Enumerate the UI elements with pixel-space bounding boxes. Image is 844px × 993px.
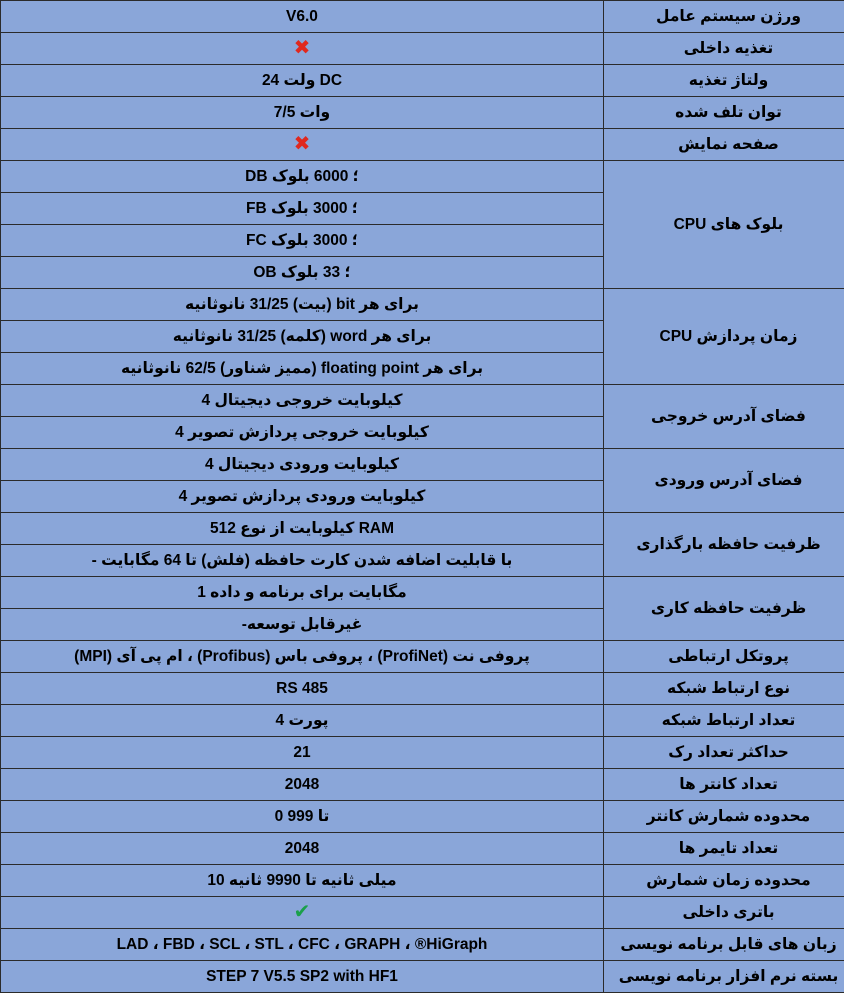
value-counter-range: تا 999 0 [1,801,604,833]
label-cpu-blocks: بلوک های CPU [604,161,844,289]
cross-icon: ✖ [293,37,311,59]
value-supply-voltage: DC ولت 24 [1,65,604,97]
value-max-racks: 21 [1,737,604,769]
label-network-ports: تعداد ارتباط شبکه [604,705,844,737]
value-network-type: RS 485 [1,673,604,705]
value-display [1,129,604,161]
value-input-digital: کیلوبایت ورودی دیجیتال 4 [1,449,604,481]
value-work-memory-size: مگابایت برای برنامه و داده 1 [1,577,604,609]
row-counter-range [1,801,844,833]
value-timer-range: میلی ثانیه تا 9990 ثانیه 10 [1,865,604,897]
row-os-version [1,1,844,33]
cross-icon: ✖ [293,133,311,155]
row-network-type [1,673,844,705]
label-software: بسته نرم افزار برنامه نویسی [604,961,844,993]
value-cpu-blocks-fc: ؛ 3000 بلوک FC [1,225,604,257]
row-protocol [1,641,844,673]
label-output-address-space: فضای آدرس خروجی [604,385,844,449]
row-output-address-space [1,385,844,417]
row-timers [1,833,844,865]
value-cpu-blocks-fb: ؛ 3000 بلوک FB [1,193,604,225]
value-counters: 2048 [1,769,604,801]
value-input-image: کیلوبایت ورودی پردازش تصویر 4 [1,481,604,513]
label-os-version: ورژن سیستم عامل [604,1,844,33]
row-input-address-space [1,449,844,481]
value-cpu-time-float: برای هر floating point (ممیز شناور) 62/5 نانوثانیه [1,353,604,385]
label-languages: زبان های قابل برنامه نویسی [604,929,844,961]
label-internal-power: تغذیه داخلی [604,33,844,65]
value-cpu-time-word: برای هر word (کلمه) 31/25 نانوثانیه [1,321,604,353]
label-power-loss: توان تلف شده [604,97,844,129]
label-supply-voltage: ولتاژ تغذیه [604,65,844,97]
value-work-memory-expand: غیرقابل توسعه- [1,609,604,641]
label-network-type: نوع ارتباط شبکه [604,673,844,705]
label-input-address-space: فضای آدرس ورودی [604,449,844,513]
value-timers: 2048 [1,833,604,865]
value-software: STEP 7 V5.5 SP2 with HF1 [1,961,604,993]
value-internal-power [1,33,604,65]
value-os-version: V6.0 [1,1,604,33]
label-counter-range: محدوده شمارش کانتر [604,801,844,833]
label-timers: تعداد تایمر ها [604,833,844,865]
label-timer-range: محدوده زمان شمارش [604,865,844,897]
label-protocol: پروتکل ارتباطی [604,641,844,673]
value-power-loss: وات 7/5 [1,97,604,129]
value-cpu-blocks-db: ؛ 6000 بلوک DB [1,161,604,193]
label-work-memory: ظرفیت حافظه کاری [604,577,844,641]
label-max-racks: حداکثر تعداد رک [604,737,844,769]
value-cpu-time-bit: برای هر bit (بیت) 31/25 نانوثانیه [1,289,604,321]
row-counters [1,769,844,801]
row-power-loss [1,97,844,129]
value-languages: LAD ، FBD ، SCL ، STL ، CFC ، GRAPH ، ®HiGraph [1,929,604,961]
row-internal-power [1,33,844,65]
check-icon: ✔ [293,901,311,923]
label-display: صفحه نمایش [604,129,844,161]
row-cpu-blocks [1,161,844,193]
row-display [1,129,844,161]
row-load-memory [1,513,844,545]
value-battery [1,897,604,929]
row-timer-range [1,865,844,897]
row-network-ports [1,705,844,737]
row-battery [1,897,844,929]
label-battery: باتری داخلی [604,897,844,929]
label-cpu-processing-time: زمان پردازش CPU [604,289,844,385]
value-protocol: پروفی نت (ProfiNet) ، پروفی باس (Profibus) ، ام پی آی (MPI) [1,641,604,673]
row-software [1,961,844,993]
value-network-ports: پورت 4 [1,705,604,737]
row-work-memory [1,577,844,609]
row-supply-voltage [1,65,844,97]
value-load-memory-ram: RAM کیلوبایت از نوع 512 [1,513,604,545]
value-load-memory-flash: با قابلیت اضافه شدن کارت حافظه (فلش) تا 64 مگابایت - [1,545,604,577]
row-languages [1,929,844,961]
row-max-racks [1,737,844,769]
label-counters: تعداد کانتر ها [604,769,844,801]
value-cpu-blocks-ob: ؛ 33 بلوک OB [1,257,604,289]
value-output-digital: کیلوبایت خروجی دیجیتال 4 [1,385,604,417]
value-output-image: کیلوبایت خروجی پردازش تصویر 4 [1,417,604,449]
row-cpu-processing-time [1,289,844,321]
label-load-memory: ظرفیت حافظه بارگذاری [604,513,844,577]
